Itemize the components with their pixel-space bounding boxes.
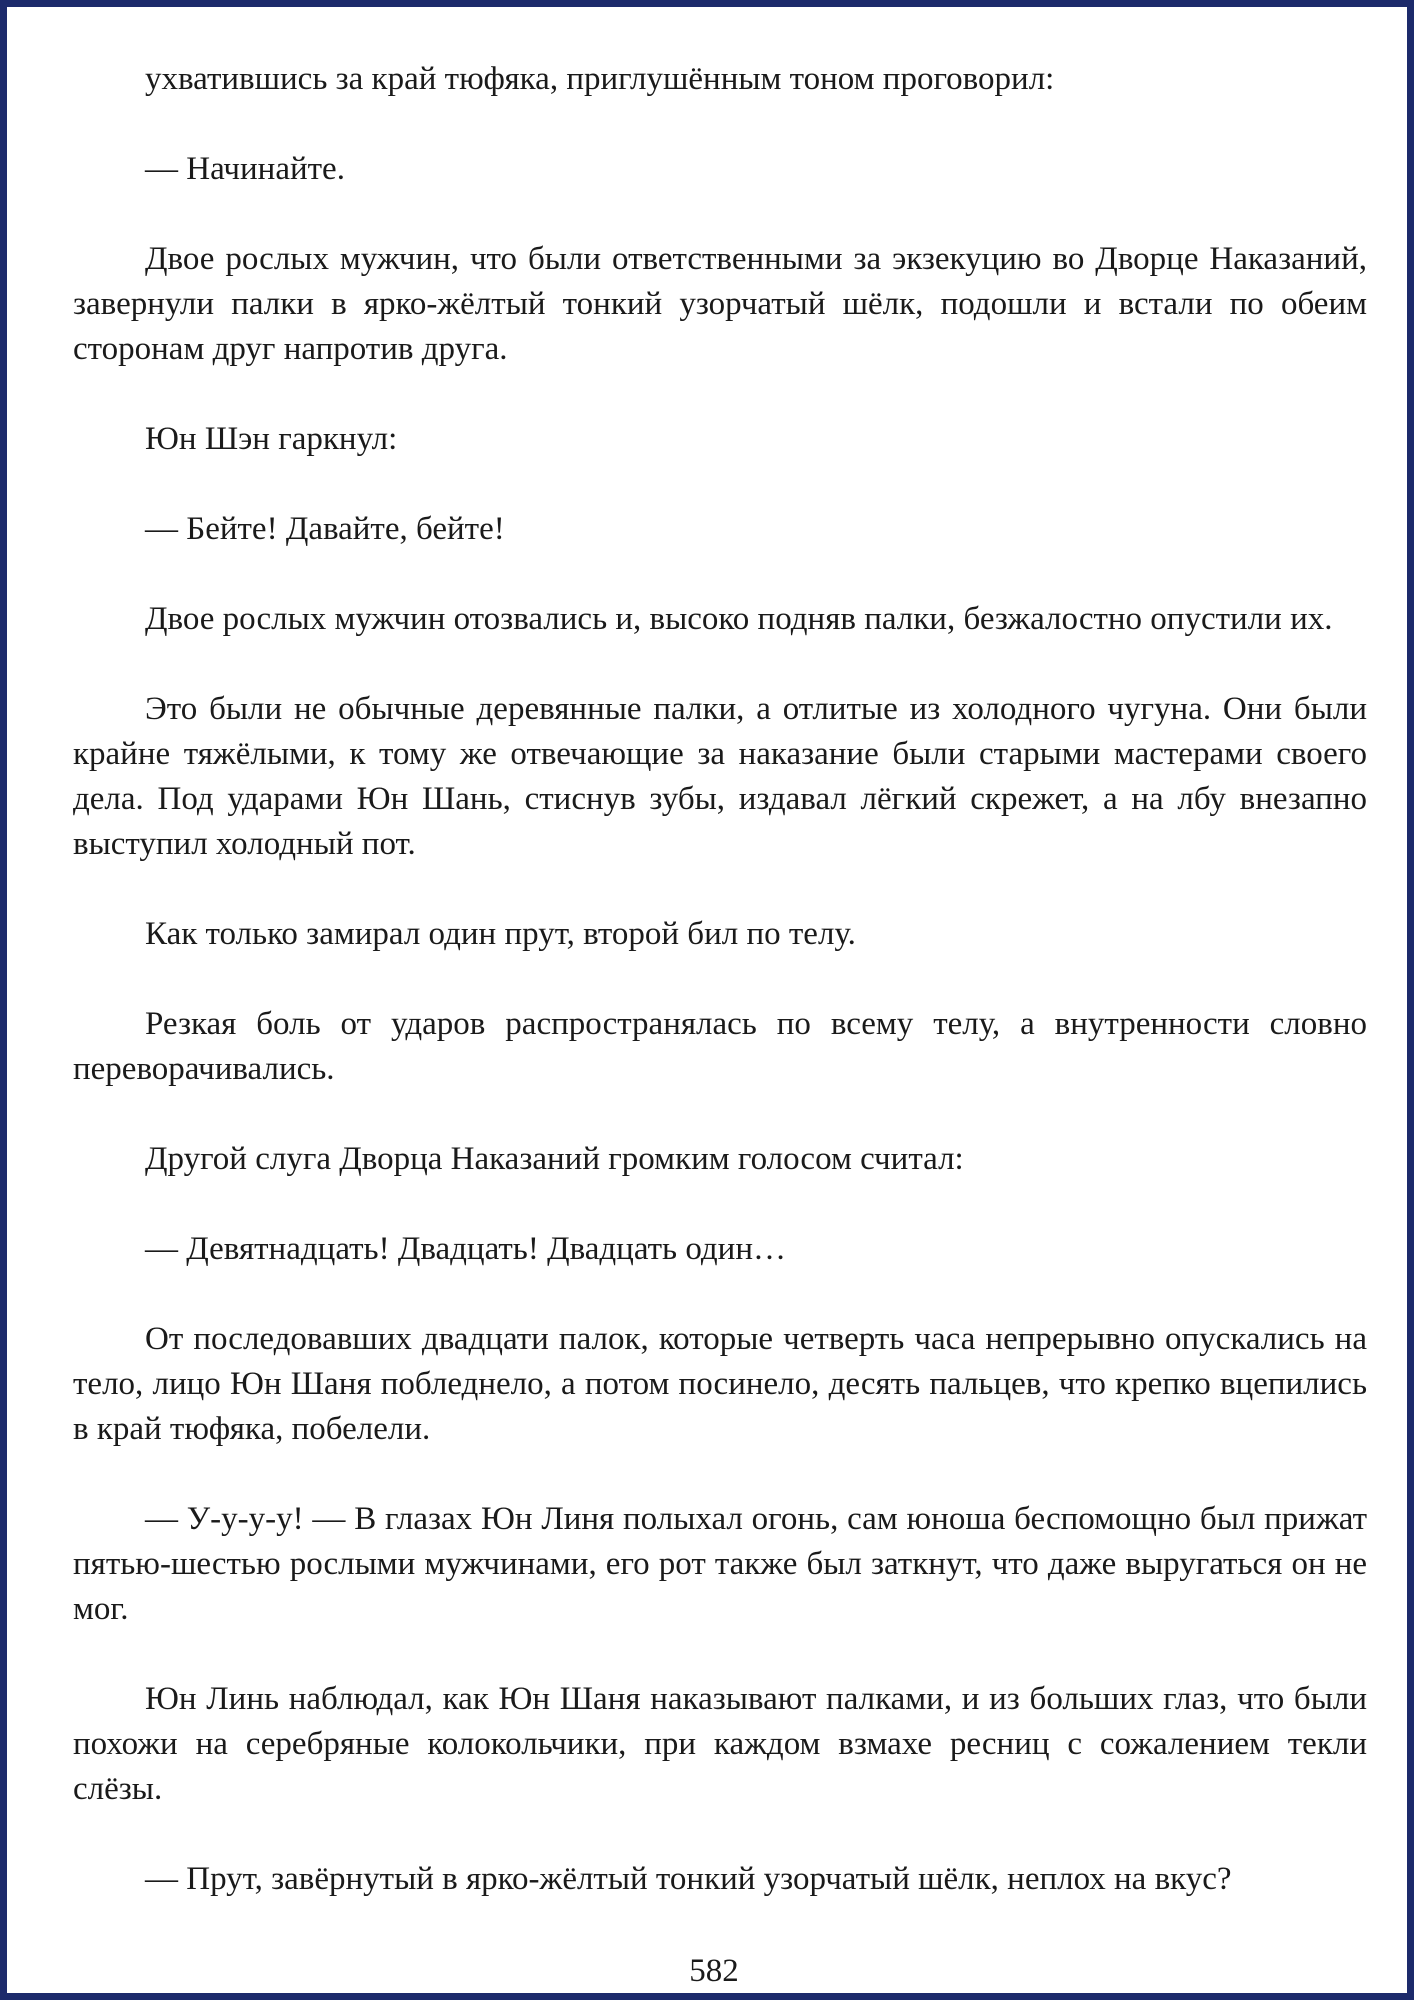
paragraph-2: — Начинайте. (145, 151, 345, 187)
paragraph-12: От последовавших двадцати палок, которые четверть часа непрерывно опускались на тело, лицо Юн Шаня побледнело, а потом посинело, десять пальцев, что крепко вцепились в край тюфяка, побелели. (73, 1321, 1367, 1447)
paragraph-4: Юн Шэн гаркнул: (145, 421, 398, 457)
paragraph-14: Юн Линь наблюдал, как Юн Шаня наказывают палками, и из больших глаз, что были похожи на серебряные колокольчики, при каждом взмахе ресниц с сожалением текли слёзы. (73, 1681, 1367, 1807)
paragraph-10: Другой слуга Дворца Наказаний громким голосом считал: (145, 1141, 964, 1177)
paragraph-15: — Прут, завёрнутый в ярко-жёлтый тонкий узорчатый шёлк, неплох на вкус? (145, 1861, 1232, 1897)
paragraph-13: — У-у-у-у! — В глазах Юн Линя полыхал огонь, сам юноша беспомощно был прижат пятью-шестью рослыми мужчинами, его рот также был заткнут, что даже выругаться он не мог. (73, 1501, 1367, 1627)
paragraph-1: ухватившись за край тюфяка, приглушённым тоном проговорил: (145, 61, 1055, 97)
paragraph-7: Это были не обычные деревянные палки, а отлитые из холодного чугуна. Они были крайне тяжёлыми, к тому же отвечающие за наказание были старыми мастерами своего дела. Под ударами Юн Шань, стиснув зубы, издавал лёгкий скрежет, а на лбу внезапно выступил холодный пот. (73, 691, 1367, 862)
paragraph-8: Как только замирал один прут, второй бил по телу. (145, 916, 856, 952)
page-number: 582 (689, 1953, 739, 1989)
paragraph-6: Двое рослых мужчин отозвались и, высоко подняв палки, безжалостно опустили их. (145, 601, 1333, 637)
paragraph-3: Двое рослых мужчин, что были ответственными за экзекуцию во Дворце Наказаний, завернули палки в ярко-жёлтый тонкий узорчатый шёлк, подошли и встали по обеим сторонам друг напротив друга. (73, 241, 1367, 367)
paragraph-9: Резкая боль от ударов распространялась по всему телу, а внутренности словно переворачивались. (73, 1006, 1367, 1087)
paragraph-11: — Девятнадцать! Двадцать! Двадцать один… (145, 1231, 787, 1267)
page-text (73, 57, 1367, 1902)
paragraph-5: — Бейте! Давайте, бейте! (145, 511, 505, 547)
